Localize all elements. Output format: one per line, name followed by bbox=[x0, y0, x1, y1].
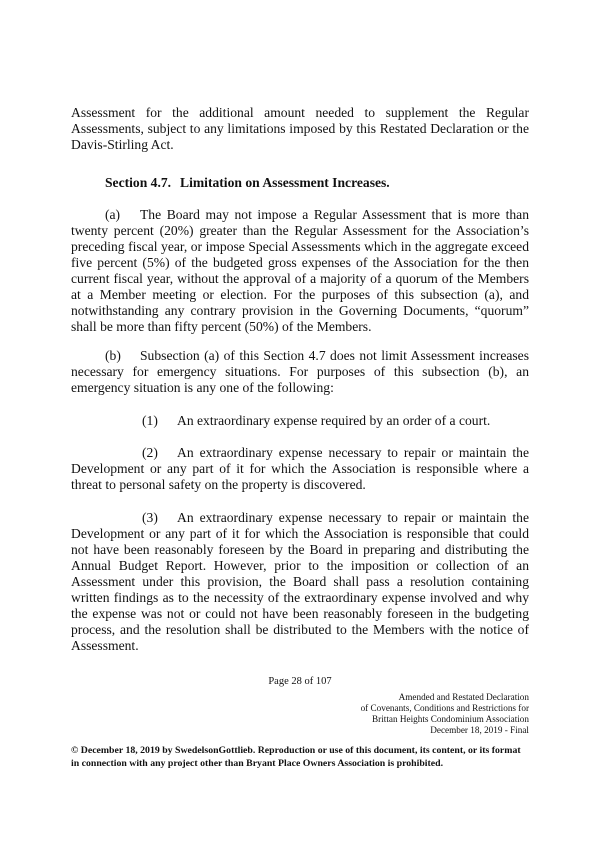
subsection-b-text: Subsection (a) of this Section 4.7 does not limit Assessment increases necessary for emergency situations. For purposes of this subsection (b), an emergency situation is any one of the following: bbox=[71, 348, 529, 395]
list-item-2-label: (2) bbox=[142, 445, 158, 460]
list-item-2-text: An extraordinary expense necessary to repair or maintain the Development or any part of it for which the Association is responsible where a threat to personal safety on the property is discovered. bbox=[71, 445, 529, 492]
doc-info-line: Brittan Heights Condominium Association bbox=[372, 714, 529, 724]
list-item-1 bbox=[71, 413, 529, 429]
list-item-1-label: (1) bbox=[142, 413, 158, 428]
subsection-b-label: (b) bbox=[105, 348, 121, 363]
continuation-paragraph: Assessment for the additional amount needed to supplement the Regular Assessments, subject to any limitations imposed by this Restated Declaration or the Davis-Stirling Act. bbox=[71, 105, 529, 152]
subsection-a-label: (a) bbox=[105, 207, 121, 222]
list-item-3-text: An extraordinary expense necessary to repair or maintain the Development or any part of it for which the Association is responsible that could not have been reasonably foreseen by the Board in preparing and distributing the Annual Budget Report. However, prior to the imposition or collection of an Assessment under this provision, the Board shall pass a resolution containing written findings as to the necessity of the extraordinary expense involved and why the expense was not or could not have been reasonably foreseen in the budgeting process, and the resolution shall be distributed to the Members with the notice of Assessment. bbox=[71, 510, 529, 653]
subsection-a-text: The Board may not impose a Regular Assessment that is more than twenty percent (20%) greater than the Regular Assessment for the Association’s preceding fiscal year, or impose Special Assessments which in the aggregate exceed five percent (5%) of the budgeted gross expenses of the Association for the then current fiscal year, without the approval of a majority of a quorum of the Members at a Member meeting or election. For the purposes of this subsection (a), and notwithstanding any contrary provision in the Governing Documents, “quorum” shall be more than fifty percent (50%) of the Members. bbox=[71, 207, 529, 334]
document-info-block bbox=[361, 692, 529, 736]
list-item-3 bbox=[71, 510, 529, 654]
section-title: Limitation on Assessment Increases. bbox=[180, 175, 390, 190]
subsection-b bbox=[71, 348, 529, 396]
list-item-1-text: An extraordinary expense required by an order of a court. bbox=[177, 413, 491, 428]
subsection-a bbox=[71, 207, 529, 335]
doc-info-line: December 18, 2019 - Final bbox=[430, 725, 529, 735]
doc-info-line: of Covenants, Conditions and Restrictions for bbox=[360, 703, 529, 713]
doc-info-line: Amended and Restated Declaration bbox=[398, 692, 529, 702]
copyright-notice: © December 18, 2019 by SwedelsonGottlieb. Reproduction or use of this document, its content, or its format in connection with any project other than Bryant Place Owners Association is prohibited. bbox=[71, 745, 521, 769]
list-item-3-label: (3) bbox=[142, 510, 158, 525]
page-number: Page 28 of 107 bbox=[268, 676, 332, 687]
list-item-2 bbox=[71, 445, 529, 493]
section-number: Section 4.7. bbox=[105, 175, 172, 190]
section-heading bbox=[105, 175, 390, 191]
